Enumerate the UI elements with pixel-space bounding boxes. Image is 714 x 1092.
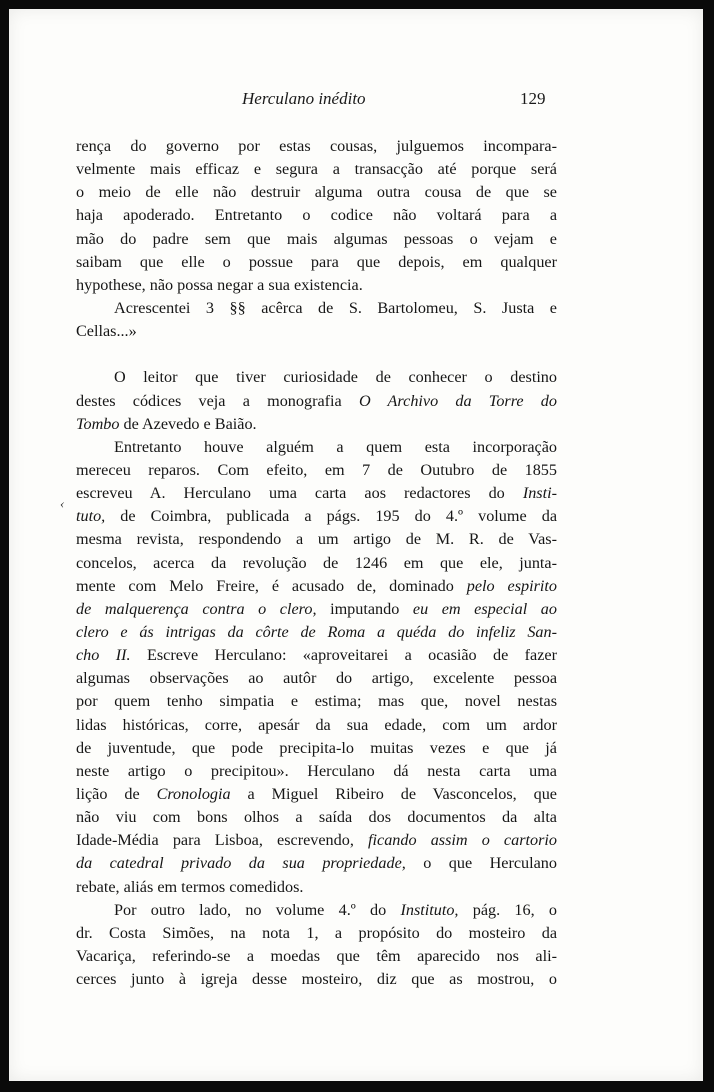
text-line: mente com Melo Freire, é acusado de, dominado pelo espirito [76,576,557,595]
text-line: hypothese, não possa negar a sua existencia. [76,275,363,294]
text-line: o meio de elle não destruir alguma outra cousa de que se [76,183,557,202]
italic-quote: da catedral privado da sua propriedade, [76,854,406,873]
text-line: haja apoderado. Entretanto o codice não voltará para a [76,206,557,225]
text-line: saibam que elle o possue para que depois, em qualquer [76,252,557,271]
italic-title: tuto, [76,507,106,526]
text-line: lição de Cronologia a Miguel Ribeiro de Vasconcelos, que [76,784,557,803]
text-line: Cellas...» [76,322,137,341]
running-title: Herculano inédito [242,89,366,108]
text-line: Entretanto houve alguém a quem esta incorporação [114,437,557,456]
text-line: mão do padre sem que mais algumas pessoas o vejam e [76,229,557,248]
text-line: escreveu A. Herculano uma carta aos redactores do Insti- [76,484,557,503]
text-line: mereceu reparos. Com efeito, em 7 de Outubro de 1855 [76,460,557,479]
text-line: de malquerença contra o clero, imputando eu em especial ao [76,599,557,618]
margin-mark: ‹ [60,497,65,512]
text-line: cho II. Escreve Herculano: «aproveitarei a ocasião de fazer [76,646,557,665]
italic-title: Insti- [522,484,557,503]
text-line: lidas históricas, corre, apesár da sua edade, com um ardor [76,715,557,734]
text-line: Tombo de Azevedo e Baião. [76,414,257,433]
text-line: Acrescentei 3 §§ acêrca de S. Bartolomeu, S. Justa e [114,298,557,317]
body-text [76,135,557,991]
text-line: Idade-Média para Lisboa, escrevendo, ficando assim o cartorio [76,831,557,850]
text-line: por quem tenho simpatia e estima; mas que, novel nestas [76,692,557,711]
text-line: Vacariça, referindo-se a moedas que têm aparecido nos ali- [76,946,557,965]
italic-quote: de malquerença contra o clero, [76,599,317,618]
page-number: 129 [520,89,546,108]
italic-quote: ficando assim o cartorio [368,831,557,850]
text-line: não viu com bons olhos a saída dos documentos da alta [76,808,557,827]
book-page [9,9,703,1081]
text-line: rebate, aliás em termos comedidos. [76,877,304,896]
text-line: tuto, de Coimbra, publicada a págs. 195 do 4.º volume da [76,507,557,526]
italic-quote: eu em especial ao [412,599,557,618]
text-line: O leitor que tiver curiosidade de conhecer o destino [114,368,557,387]
text-line: neste artigo o precipitou». Herculano dá nesta carta uma [76,761,557,780]
text-line [76,621,557,644]
text-line: cerces junto à igreja desse mosteiro, diz que as mostrou, o [76,970,557,989]
italic-quote: clero e ás intrigas da côrte de Roma a quéda do infeliz San- [76,622,557,641]
text-line: destes códices veja a monografia O Archivo da Torre do [76,391,557,410]
text-line: concelos, acerca da revolução de 1246 em que ele, junta- [76,553,557,572]
text-line: Por outro lado, no volume 4.º do Instituto, pág. 16, o [114,900,558,919]
page-header [9,89,703,113]
text-line: rença do governo por estas cousas, julguemos incompara- [76,137,557,155]
italic-title: Instituto, [400,900,459,919]
italic-quote: cho II. [76,646,131,665]
text-line: da catedral privado da sua propriedade, o que Herculano [76,854,557,873]
italic-quote: pelo espirito [466,576,557,595]
text-line: algumas observações ao autôr do artigo, excelente pessoa [76,669,557,688]
italic-title: O Archivo da Torre do [358,391,557,410]
text-line: de juventude, que pode precipita-lo muitas vezes e que já [76,738,557,757]
text-line: mesma revista, respondendo a um artigo de M. R. de Vas- [76,530,557,549]
text-line: velmente mais efficaz e segura a transacção até porque será [76,160,557,179]
paragraph-gap [76,343,557,366]
italic-title: Tombo [76,414,120,433]
italic-title: Cronologia [156,784,231,803]
text-line: dr. Costa Simões, na nota 1, a propósito do mosteiro da [76,923,557,942]
